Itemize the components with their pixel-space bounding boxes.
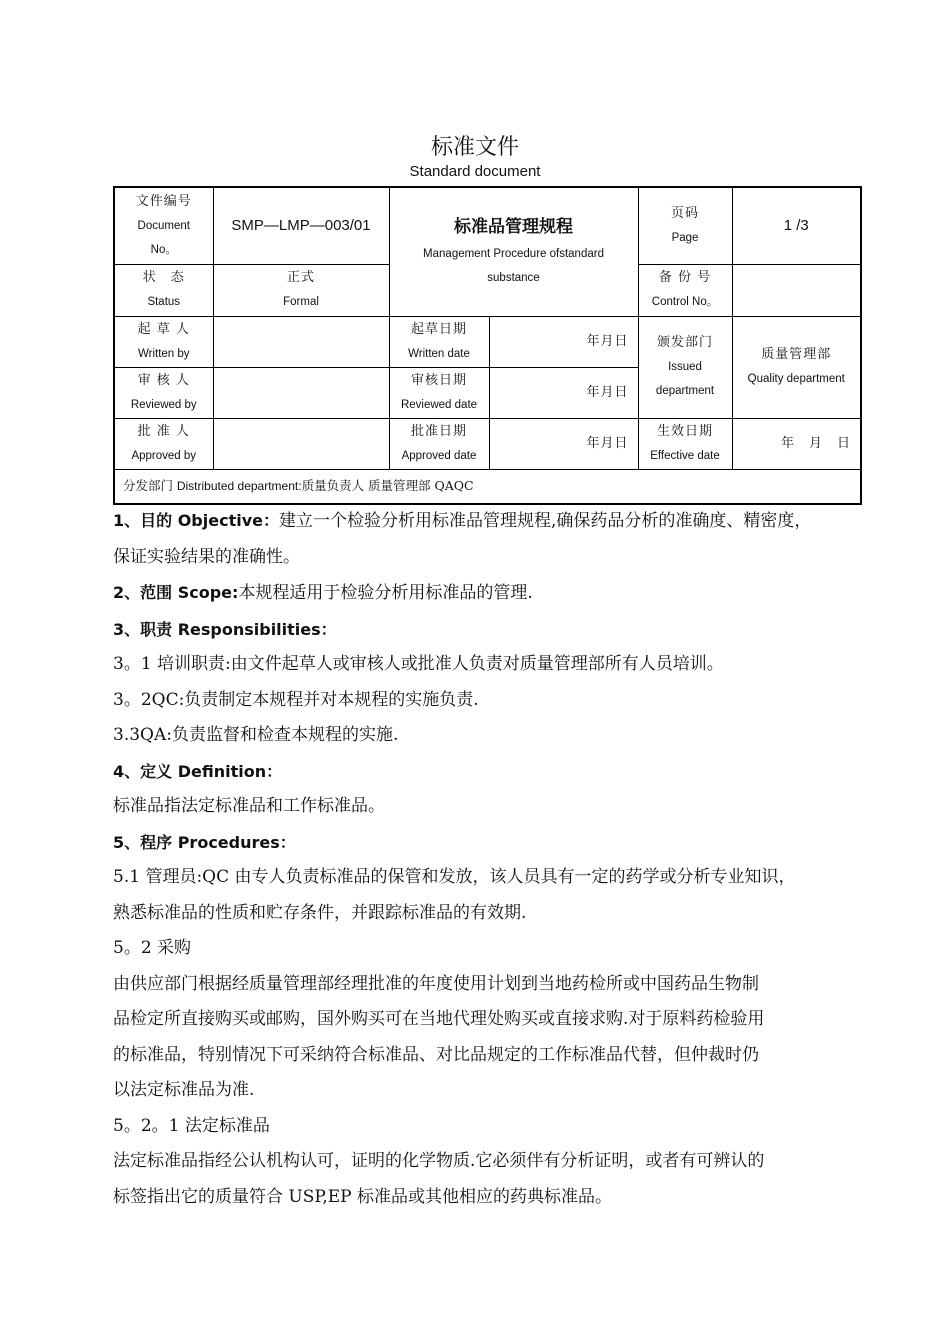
page-value: 1 /3 <box>732 187 861 264</box>
paragraph: 由供应部门根据经质量管理部经理批准的年度使用计划到当地药检所或中国药品生物制 <box>113 973 759 994</box>
written-date-label: 起草日期 Written date <box>389 316 489 367</box>
section-heading: 3、职责 Responsibilities： <box>113 619 337 639</box>
paragraph: 以法定标准品为准. <box>113 1080 255 1100</box>
subsection-title: 5。2 采购 <box>113 938 192 958</box>
effective-date-label: 生效日期 Effective date <box>638 418 732 469</box>
document-body <box>113 503 873 1215</box>
paragraph: 3。1 培训职责:由文件起草人或审核人或批准人负责对质量管理部所有人员培训。 <box>113 654 724 674</box>
paragraph: 法定标准品指经公认机构认可，证明的化学物质.它必须伴有分析证明，或者有可辨认的 <box>113 1151 765 1171</box>
approved-date-label: 批准日期 Approved date <box>389 418 489 469</box>
reviewed-date-value: 年月日 <box>489 367 638 418</box>
doc-no-value: SMP—LMP—003/01 <box>213 187 389 264</box>
section-objective: 1、目的 Objective：建立一个检验分析用标准品管理规程,确保药品分析的准确度、精密度， <box>113 511 812 531</box>
paragraph: 5.1 管理员:QC 由专人负责标准品的保管和发放，该人员具有一定的药学或分析专业知识， <box>113 867 796 887</box>
distribution-row: 分发部门 Distributed department:质量负责人 质量管理部 QAQC <box>114 469 861 504</box>
issued-dept-label: 颁发部门 Issued department <box>638 316 732 418</box>
paragraph: 3。2QC:负责制定本规程并对本规程的实施负责. <box>113 689 479 710</box>
document-title: 标准文件 <box>430 135 519 160</box>
page-label: 页码 Page <box>638 187 732 264</box>
effective-date-value: 年 月 日 <box>732 418 861 469</box>
section-scope: 2、范围 Scope:本规程适用于检验分析用标准品的管理. <box>113 583 533 603</box>
approved-by-value <box>213 418 389 469</box>
paragraph: 熟悉标准品的性质和贮存条件，并跟踪标准品的有效期. <box>113 902 527 923</box>
section-heading: 5、程序 Procedures： <box>113 832 296 852</box>
doc-no-label: 文件编号 Document No。 <box>114 187 213 264</box>
paragraph: 的标准品，特别情况下可采纳符合标准品、对比品规定的工作标准品代替，但仲裁时仍 <box>113 1044 759 1065</box>
control-no-label: 备 份 号 Control No。 <box>638 264 732 316</box>
reviewed-date-label: 审核日期 Reviewed date <box>389 367 489 418</box>
approved-by-label: 批 准 人 Approved by <box>114 418 213 469</box>
document-subtitle: Standard document <box>409 163 541 180</box>
paragraph: 标准品指法定标准品和工作标准品。 <box>113 796 385 816</box>
section-heading: 1、目的 Objective： <box>113 511 279 530</box>
status-value: 正式 Formal <box>213 264 389 316</box>
subsection-title: 5。2。1 法定标准品 <box>113 1115 270 1136</box>
section-heading: 2、范围 Scope: <box>113 583 239 602</box>
paragraph: 3.3QA:负责监督和检查本规程的实施. <box>113 725 399 745</box>
paragraph: 标签指出它的质量符合 USP,EP 标准品或其他相应的药典标准品。 <box>113 1186 613 1207</box>
status-label: 状 态 Status <box>114 264 213 316</box>
written-date-value: 年月日 <box>489 316 638 367</box>
approved-date-value: 年月日 <box>489 418 638 469</box>
paragraph: 品检定所直接购买或邮购，国外购买可在当地代理处购买或直接求购.对于原料药检验用 <box>113 1009 765 1029</box>
document-header-table <box>113 186 862 505</box>
reviewed-by-label: 审 核 人 Reviewed by <box>114 367 213 418</box>
written-by-value <box>213 316 389 367</box>
reviewed-by-value <box>213 367 389 418</box>
written-by-label: 起 草 人 Written by <box>114 316 213 367</box>
doc-title-cell: 标准品管理规程 Management Procedure ofstandard substance <box>389 187 638 316</box>
section-heading: 4、定义 Definition： <box>113 761 283 781</box>
issued-dept-value: 质量管理部 Quality department <box>732 316 861 418</box>
paragraph: 保证实验结果的准确性。 <box>113 546 300 567</box>
control-no-value <box>732 264 861 316</box>
